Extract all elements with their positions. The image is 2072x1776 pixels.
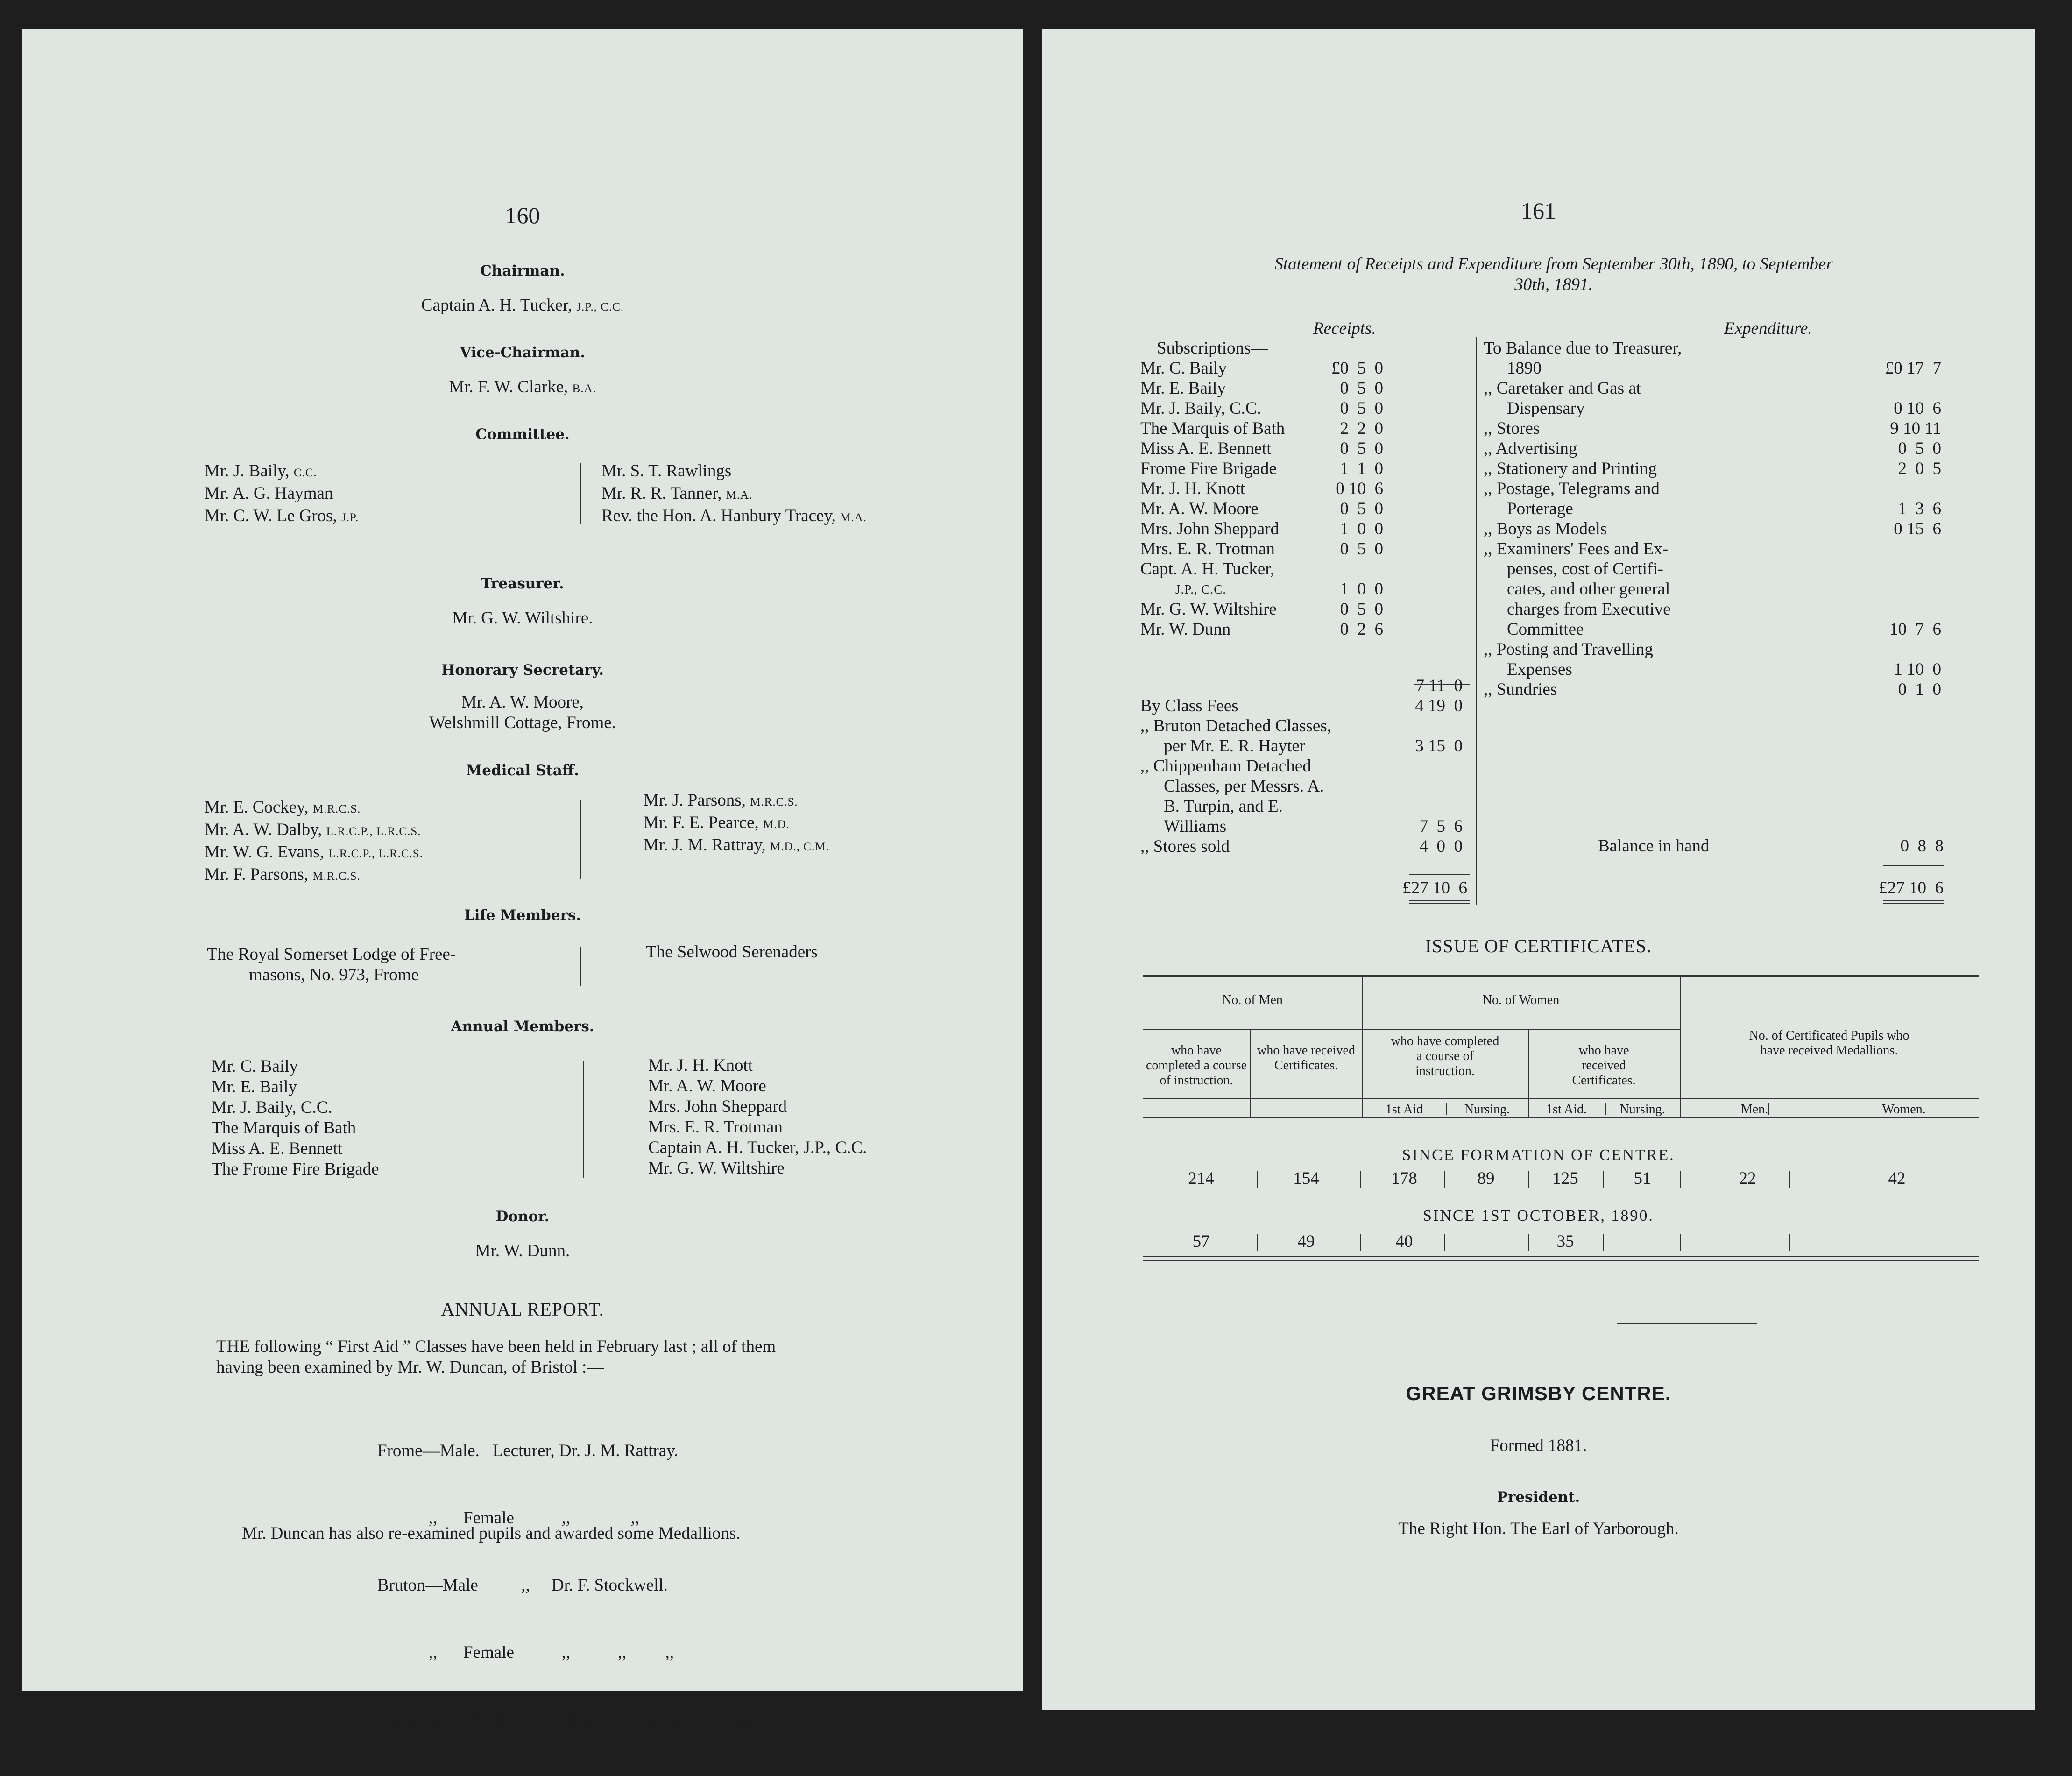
subheader-men: Men. bbox=[1740, 1102, 1768, 1117]
subscription-row-text: Mr. J. H. Knott bbox=[1140, 479, 1245, 498]
annual-member: Mr. A. W. Moore bbox=[648, 1076, 766, 1096]
row-separator bbox=[1257, 1234, 1258, 1251]
expenditure-row-text: ,, Caretaker and Gas at bbox=[1484, 379, 1641, 398]
page-number: 161 bbox=[1521, 198, 1556, 224]
row-separator bbox=[1528, 1234, 1529, 1251]
total-rule bbox=[1409, 903, 1470, 904]
expenditure-row-text: cates, and other general bbox=[1507, 580, 1670, 599]
committee-member: Mr. R. R. Tanner, M.A. bbox=[601, 484, 753, 503]
row-separator bbox=[1789, 1234, 1790, 1251]
medical-staff-right-list bbox=[644, 790, 829, 857]
expenditure-row-text: penses, cost of Certifi- bbox=[1507, 559, 1663, 579]
expenditure-row-amount: 9 10 11 bbox=[1890, 419, 1941, 438]
medical-staff-heading: Medical Staff. bbox=[466, 762, 580, 779]
table-top-rule bbox=[1143, 975, 1979, 977]
since-formation-row bbox=[1042, 1168, 2035, 1192]
row-separator bbox=[1603, 1234, 1604, 1251]
president-name: The Right Hon. The Earl of Yarborough. bbox=[1398, 1519, 1679, 1538]
certificate-count: 22 bbox=[1739, 1169, 1756, 1188]
header-no-of-women: No. of Women bbox=[1482, 993, 1560, 1007]
row-separator bbox=[1257, 1171, 1258, 1188]
paragraph-line: THE following “ First Aid ” Classes have been held in February last ; all of them bbox=[216, 1337, 776, 1356]
receipts-total: £27 10 6 bbox=[1402, 878, 1467, 898]
subscription-row-text: Mr. A. W. Moore bbox=[1140, 499, 1259, 518]
subscriptions-total: 7 11 0 bbox=[1415, 676, 1463, 695]
expenditure-row-text: ,, Postage, Telegrams and bbox=[1484, 479, 1660, 498]
annual-member: Mr. J. H. Knott bbox=[648, 1056, 753, 1075]
expenditure-row-amount: 0 10 6 bbox=[1894, 399, 1941, 418]
header-medallions: No. of Certificated Pupils who have received Medallions. bbox=[1749, 1028, 1909, 1058]
header-women-received: who have received Certificates. bbox=[1572, 1043, 1636, 1088]
class-line: ,, Female ,, ,, ,, bbox=[429, 1643, 674, 1662]
expenditure-row-amount: 0 15 6 bbox=[1894, 519, 1941, 538]
committee-member: Mr. J. Baily, C.C. bbox=[205, 461, 317, 481]
left-page bbox=[22, 29, 1023, 1729]
subscription-row-text: Miss A. E. Bennett bbox=[1140, 439, 1272, 458]
expenditure-row-text: ,, Examiners' Fees and Ex- bbox=[1484, 539, 1669, 559]
subscription-row-amount: 0 5 0 bbox=[1340, 499, 1383, 518]
expenditure-row-text: ,, Stores bbox=[1484, 419, 1540, 438]
expenditure-row-text: Committee bbox=[1507, 620, 1584, 639]
table-bottom-rule bbox=[1143, 1256, 1979, 1257]
vice-chairman-heading: Vice-Chairman. bbox=[460, 344, 586, 361]
total-rule bbox=[1409, 874, 1470, 875]
hon-secretary-heading: Honorary Secretary. bbox=[441, 662, 604, 679]
right-page bbox=[1042, 29, 2035, 1710]
subheader-nursing: Nursing. bbox=[1619, 1102, 1665, 1117]
classes-list bbox=[368, 1395, 758, 1776]
subscription-row-amount: 1 0 0 bbox=[1340, 519, 1383, 538]
committee-member: Mr. C. W. Le Gros, J.P. bbox=[205, 506, 359, 525]
subscription-row-text: Mr. J. Baily, C.C. bbox=[1140, 399, 1261, 418]
annual-member: Miss A. E. Bennett bbox=[212, 1139, 343, 1158]
subheader-nursing: Nursing. bbox=[1464, 1102, 1510, 1117]
annual-member: Mrs. John Sheppard bbox=[648, 1097, 787, 1116]
table-bottom-rule bbox=[1143, 1260, 1979, 1261]
expenditure-row-text: ,, Sundries bbox=[1484, 680, 1557, 699]
subscription-row-amount: 0 5 0 bbox=[1340, 399, 1383, 418]
subscription-row-amount: 1 0 0 bbox=[1340, 580, 1383, 599]
certificate-count: 214 bbox=[1188, 1169, 1214, 1188]
annual-member: Mr. G. W. Wiltshire bbox=[648, 1159, 785, 1178]
certificate-count: 40 bbox=[1395, 1232, 1413, 1251]
annual-report-para bbox=[216, 1337, 776, 1378]
subscription-row-text: Mrs. E. R. Trotman bbox=[1140, 539, 1275, 559]
column-divider bbox=[583, 1061, 584, 1178]
class-fee-row-text: ,, Stores sold bbox=[1140, 837, 1230, 856]
treasurer-name: Mr. G. W. Wiltshire. bbox=[452, 609, 593, 628]
expenditure-row-text: Dispensary bbox=[1507, 399, 1585, 418]
paragraph-line: having been examined by Mr. W. Duncan, of Bristol :— bbox=[216, 1358, 604, 1377]
medical-staff-member: Mr. W. G. Evans, L.R.C.P., L.R.C.S. bbox=[205, 842, 423, 862]
page-number: 160 bbox=[505, 202, 540, 228]
expenditure-row-amount: 0 1 0 bbox=[1898, 680, 1941, 699]
medical-staff-member: Mr. F. E. Pearce, M.D. bbox=[644, 813, 790, 832]
expenditure-row-text: charges from Executive bbox=[1507, 600, 1671, 619]
grimsby-formed: Formed 1881. bbox=[1490, 1436, 1587, 1455]
medical-staff-member: Mr. F. Parsons, M.R.C.S. bbox=[205, 865, 361, 884]
balance-amount: 0 8 8 bbox=[1900, 836, 1944, 856]
class-fee-row-amount: 4 19 0 bbox=[1415, 696, 1463, 715]
class-fee-row-amount: 4 0 0 bbox=[1419, 837, 1463, 856]
certificate-count: 57 bbox=[1192, 1232, 1210, 1251]
life-member-line: masons, No. 973, Frome bbox=[249, 965, 419, 984]
subscription-row-text: The Marquis of Bath bbox=[1140, 419, 1285, 438]
row-separator bbox=[1603, 1171, 1604, 1188]
medical-staff-left-list bbox=[205, 797, 423, 887]
annual-member: Captain A. H. Tucker, J.P., C.C. bbox=[648, 1138, 867, 1157]
certificate-count: 42 bbox=[1888, 1169, 1906, 1188]
table-rule bbox=[1143, 1117, 1979, 1118]
class-fee-row-text: Classes, per Messrs. A. bbox=[1164, 777, 1324, 796]
column-divider bbox=[580, 947, 581, 986]
balance-label: Balance in hand bbox=[1598, 836, 1710, 856]
class-fee-row-text: ,, Chippenham Detached bbox=[1140, 757, 1311, 776]
subscription-row-text: Mr. G. W. Wiltshire bbox=[1140, 600, 1277, 619]
class-fee-row-amount: 7 5 6 bbox=[1419, 817, 1463, 836]
column-divider bbox=[1476, 337, 1477, 905]
annual-report-closing: Mr. Duncan has also re-examined pupils and awarded some Medallions. bbox=[242, 1524, 741, 1543]
subscription-row-amount: 0 5 0 bbox=[1340, 539, 1383, 559]
class-fee-row-text: ,, Bruton Detached Classes, bbox=[1140, 716, 1331, 736]
row-separator bbox=[1680, 1171, 1681, 1188]
subscription-row-amount: 0 10 6 bbox=[1336, 479, 1383, 498]
total-rule bbox=[1883, 903, 1944, 904]
subheader-first-aid: 1st Aid bbox=[1385, 1102, 1423, 1117]
life-member-line: The Royal Somerset Lodge of Free- bbox=[207, 945, 456, 964]
class-line: Chippenham—Male ,, Messrs. Astley and Spearing. bbox=[368, 1710, 758, 1729]
expenditure-row-amount: £0 17 7 bbox=[1885, 359, 1941, 378]
class-line: ,, Female ,, ,, bbox=[429, 1508, 640, 1528]
subscription-row-text: Mr. W. Dunn bbox=[1140, 620, 1231, 639]
annual-report-heading: ANNUAL REPORT. bbox=[441, 1299, 604, 1320]
expenditure-row-text: ,, Advertising bbox=[1484, 439, 1577, 458]
header-no-of-men: No. of Men bbox=[1222, 993, 1283, 1007]
since-october-row bbox=[1042, 1231, 2035, 1255]
row-separator bbox=[1444, 1234, 1445, 1251]
row-separator bbox=[1528, 1171, 1529, 1188]
certificate-count: 154 bbox=[1293, 1169, 1319, 1188]
header-men-completed: who have completed a course of instruction. bbox=[1146, 1043, 1247, 1088]
annual-member: The Marquis of Bath bbox=[212, 1118, 356, 1138]
class-fee-row-text: By Class Fees bbox=[1140, 696, 1238, 715]
annual-member: Mr. J. Baily, C.C. bbox=[212, 1098, 332, 1117]
table-divider bbox=[1446, 1103, 1447, 1115]
medical-staff-member: Mr. J. M. Rattray, M.D., C.M. bbox=[644, 835, 829, 855]
header-women-completed: who have completed a course of instruction. bbox=[1391, 1034, 1499, 1078]
hon-secretary-name: Mr. A. W. Moore, bbox=[461, 693, 584, 712]
life-member-left bbox=[207, 944, 456, 985]
certificate-count: 51 bbox=[1634, 1169, 1651, 1188]
expenditure-row-text: 1890 bbox=[1507, 359, 1542, 378]
president-heading: President. bbox=[1497, 1489, 1580, 1506]
class-line: Bruton—Male ,, Dr. F. Stockwell. bbox=[377, 1576, 668, 1595]
expenditure-row-amount: 0 5 0 bbox=[1898, 439, 1941, 458]
annual-member: The Frome Fire Brigade bbox=[212, 1160, 379, 1179]
donor-name: Mr. W. Dunn. bbox=[475, 1241, 570, 1260]
expenditure-row-amount: 1 10 0 bbox=[1894, 660, 1941, 679]
subscription-row-text: Frome Fire Brigade bbox=[1140, 459, 1277, 478]
medical-staff-member: Mr. E. Cockey, M.R.C.S. bbox=[205, 798, 361, 817]
annual-member: Mr. E. Baily bbox=[212, 1077, 297, 1097]
subscription-row-amount: 0 5 0 bbox=[1340, 600, 1383, 619]
subscription-row-amount: 1 1 0 bbox=[1340, 459, 1383, 478]
certificate-count: 49 bbox=[1297, 1232, 1315, 1251]
chairman-heading: Chairman. bbox=[480, 262, 565, 279]
committee-member: Mr. S. T. Rawlings bbox=[601, 461, 732, 481]
certificate-count: 89 bbox=[1477, 1169, 1495, 1188]
annual-member: Mr. C. Baily bbox=[212, 1057, 298, 1076]
committee-right-list bbox=[601, 461, 867, 528]
total-rule bbox=[1883, 900, 1944, 901]
annual-members-right-list bbox=[648, 1055, 867, 1179]
expenditure-row-text: ,, Stationery and Printing bbox=[1484, 459, 1657, 478]
row-separator bbox=[1360, 1234, 1361, 1251]
table-rule bbox=[1143, 1098, 1979, 1099]
expenditure-row-amount: 1 3 6 bbox=[1898, 499, 1941, 518]
certificate-count: 125 bbox=[1552, 1169, 1578, 1188]
expenditure-row-text: Expenses bbox=[1507, 660, 1572, 679]
subscription-row-text: Mrs. John Sheppard bbox=[1140, 519, 1280, 538]
subscription-row-text: Mr. C. Baily bbox=[1140, 359, 1227, 378]
expenditure-row-text: To Balance due to Treasurer, bbox=[1484, 339, 1682, 358]
subscription-row-amount: 0 2 6 bbox=[1340, 620, 1383, 639]
row-separator bbox=[1360, 1171, 1361, 1188]
statement-title-line: 30th, 1891. bbox=[1514, 275, 1593, 294]
expenditure-heading: Expenditure. bbox=[1724, 319, 1812, 338]
subscriptions-label: Subscriptions— bbox=[1157, 339, 1268, 358]
committee-heading: Committee. bbox=[475, 426, 570, 443]
class-fee-row-amount: 3 15 0 bbox=[1415, 736, 1463, 756]
header-men-received: who have received Certificates. bbox=[1257, 1043, 1355, 1073]
expenditure-row-text: Porterage bbox=[1507, 499, 1573, 518]
column-divider bbox=[580, 800, 581, 879]
table-divider bbox=[1250, 1029, 1251, 1118]
total-rule bbox=[1409, 900, 1470, 901]
subscription-row-amount: £0 5 0 bbox=[1331, 359, 1383, 378]
committee-left-list bbox=[205, 461, 359, 528]
section-divider bbox=[1617, 1323, 1757, 1324]
class-line: Frome—Male. Lecturer, Dr. J. M. Rattray. bbox=[377, 1441, 679, 1460]
chairman-name: Captain A. H. Tucker, J.P., C.C. bbox=[421, 296, 624, 315]
medical-staff-member: Mr. A. W. Dalby, L.R.C.P., L.R.C.S. bbox=[205, 820, 421, 839]
table-rule bbox=[1362, 1029, 1680, 1030]
expenditure-total: £27 10 6 bbox=[1879, 878, 1944, 898]
subscription-row-text: J.P., C.C. bbox=[1175, 582, 1227, 596]
hon-secretary-address: Welshmill Cottage, Frome. bbox=[429, 713, 616, 732]
row-separator bbox=[1789, 1171, 1790, 1188]
subscription-row-amount: 0 5 0 bbox=[1340, 379, 1383, 398]
expenditure-row-text: ,, Posting and Travelling bbox=[1484, 640, 1653, 659]
grimsby-heading: GREAT GRIMSBY CENTRE. bbox=[1406, 1382, 1671, 1404]
certificates-heading: ISSUE OF CERTIFICATES. bbox=[1425, 935, 1652, 956]
since-formation-label: SINCE FORMATION OF CENTRE. bbox=[1402, 1146, 1675, 1164]
class-fee-row-text: Williams bbox=[1164, 817, 1227, 836]
expenditure-row-text: ,, Boys as Models bbox=[1484, 519, 1607, 538]
class-fee-row-text: B. Turpin, and E. bbox=[1164, 797, 1283, 816]
column-divider bbox=[580, 463, 581, 524]
row-separator bbox=[1444, 1171, 1445, 1188]
receipts-heading: Receipts. bbox=[1313, 319, 1376, 338]
subheader-first-aid: 1st Aid. bbox=[1546, 1102, 1587, 1117]
committee-member: Rev. the Hon. A. Hanbury Tracey, M.A. bbox=[601, 506, 867, 525]
statement-title bbox=[1136, 254, 1972, 295]
certificate-count: 178 bbox=[1391, 1169, 1417, 1188]
class-fee-row-text: per Mr. E. R. Hayter bbox=[1164, 736, 1306, 756]
medical-staff-member: Mr. J. Parsons, M.R.C.S. bbox=[644, 791, 798, 810]
donor-heading: Donor. bbox=[495, 1208, 550, 1225]
expenditure-row-amount: 10 7 6 bbox=[1889, 620, 1941, 639]
subscription-row-amount: 2 2 0 bbox=[1340, 419, 1383, 438]
subscription-row-text: Capt. A. H. Tucker, bbox=[1140, 559, 1275, 579]
table-divider bbox=[1605, 1103, 1606, 1115]
table-divider bbox=[1768, 1103, 1769, 1115]
statement-title-line: Statement of Receipts and Expenditure from September 30th, 1890, to September bbox=[1274, 255, 1833, 274]
since-october-label: SINCE 1ST OCTOBER, 1890. bbox=[1423, 1207, 1654, 1224]
row-separator bbox=[1680, 1234, 1681, 1251]
committee-member: Mr. A. G. Hayman bbox=[205, 484, 333, 503]
subscription-row-amount: 0 5 0 bbox=[1340, 439, 1383, 458]
life-members-heading: Life Members. bbox=[464, 907, 581, 924]
certificate-count: 35 bbox=[1556, 1232, 1574, 1251]
subheader-women: Women. bbox=[1882, 1102, 1926, 1117]
annual-members-left-list bbox=[212, 1056, 379, 1180]
expenditure-row-amount: 2 0 5 bbox=[1898, 459, 1941, 478]
treasurer-heading: Treasurer. bbox=[481, 575, 564, 592]
annual-member: Mrs. E. R. Trotman bbox=[648, 1118, 783, 1137]
annual-members-heading: Annual Members. bbox=[451, 1018, 594, 1035]
life-member-right: The Selwood Serenaders bbox=[646, 942, 818, 962]
total-rule bbox=[1883, 865, 1944, 866]
subscription-row-text: Mr. E. Baily bbox=[1140, 379, 1226, 398]
vice-chairman-name: Mr. F. W. Clarke, B.A. bbox=[449, 377, 596, 396]
